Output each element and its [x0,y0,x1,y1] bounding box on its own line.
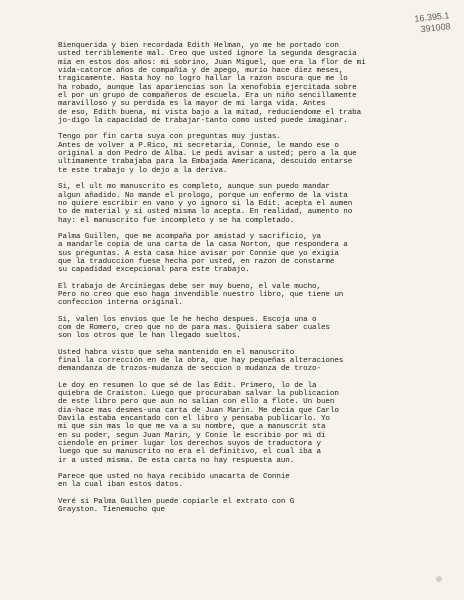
paragraph-1: Bienquerida y bien recordada Edith Helman, yo me he portado con usted terriblemente mal. Creo que usted ignore la segunda desgracia mia en estos dos años: mi sobrino, Juan Miguel, que era la flor de mi vida-catorce años de compañía y de apego, murio hace diez meses, tragicamente. Hasta hoy no logro hallar la razon oscura que me lo ha robado, aunque las apariencias son la xenofobia ejercitada sobre el por un grupo de compañeros de escuela. Era un niño sencillamente maravilloso y su perdida es la mayor de mi larga vida. Antes de eso, Edith buena, mi vista bajo a la mitad, reduciendome el traba jo-digo la capacidad de trabajar-tanto como usted puede imaginar. [58,42,366,126]
paragraph-7: Usted habra visto que seha mantenido en el manuscrito final la corrección en de la obra, que hay pequeñas alteraciones demandanza de trozos-mudanza de seccion o mudanza de trozo- [58,348,344,374]
letter-body [58,42,430,515]
paragraph-2: Tengo por fin carta suya con preguntas muy justas. Antes de volver a P.Rico, mi secretaria, Connie, le mando ese o original a don Pedro de Alba. Le pedi avisar a usted; pero a la que ultimamente trabajaba para la Embajada Americana, descuido entarse te este trabajo y lo dejo a la deriva. [58,133,357,175]
paper-spot [436,576,442,582]
archive-number: 16.395.1 391008 [413,10,451,35]
paragraph-9: Parece que usted no haya recibido unacarta de Connie en la cual iban estos datos. [58,473,290,490]
paragraph-8: Le doy en resumen lo que sé de las Edit. Primero, lo de la quiebra de Craiston. Luego que procuraban salvar la publicacion de este libro pero que aun no salian con ello a flote. Un buen dia-hace mas desmes-una carta de Juan Marin. Me decia que Carlo Davila estaba encantado con el libro y pensaba publicarlo. Yo mi que sin mas lo que me va a su nombre, que a manuscrit sta en su poder, segun Juan Marin, y Conie le escribio por mi di ciendole en primer lugar los derechos suyos de traductora y luego que su manuscrito no era el definitivo, el cual iba a ir a usted misma. De esta carta no hay respuesta aun. [58,381,339,465]
paragraph-3: Si, el ult mo manuscrito es completo, aunque sun puedo mandar algun añadido. No mande el prologo, porque un enfermo de la vista no quiere escribir en vano y yo ignoro si la Edit. acepta el aumen to de material y si usted misma lo acepta. En realidad, aumento no hay: el manuscrito fue incompleto y se ha completado. [58,183,353,225]
paragraph-6: Si, valen los envios que le he hecho despues. Escoja una o com de Romero, creo que no de para mas. Quisiera saber cuales son los otros que le han llegado sueltos. [58,315,330,341]
paragraph-5: El trabajo de Arciniegas debe ser muy bueno, el vale mucho, Pero no creo que eso haga invendible nuestro libro, que tiene un confeccion interna original. [58,282,344,308]
paragraph-4: Palma Guillen, que me acompaña por amistad y sacrificio, ya a mandarle copia de una carta de la casa Norton, que respondera a sus preguntas. A esta casa hice avisar por Connie que yo exigia que la traduccion fuese hecha por usted, en razon de constarme su capadidad excepcional para este trabajo. [58,232,348,275]
paragraph-10: Veré si Palma Guillen puede copiarle el extrato con G Grayston. Tienemucho que [58,497,295,515]
